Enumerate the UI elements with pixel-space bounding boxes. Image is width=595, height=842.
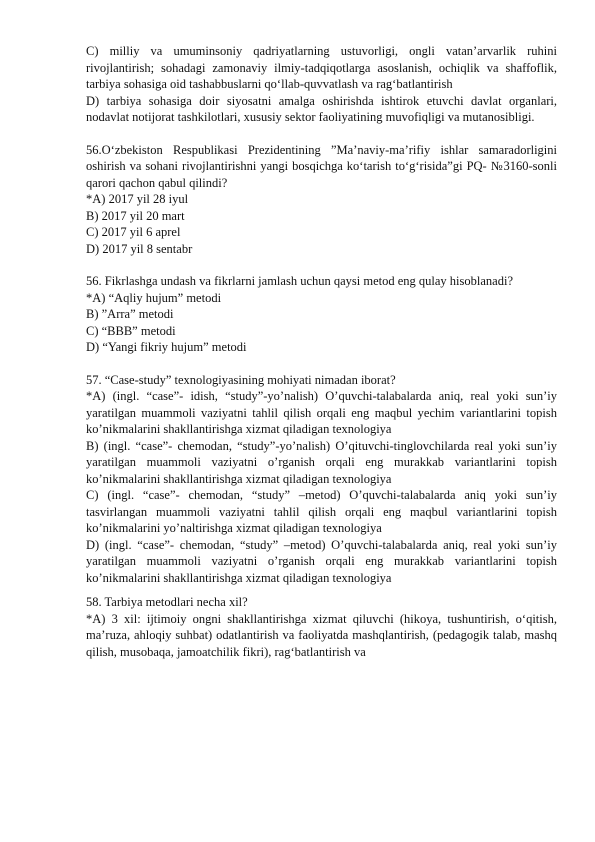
- question-text: 57. “Case-study” texnologiyasining mohiyati nimadan iborat?: [86, 372, 396, 387]
- question-57-case-study: [86, 372, 557, 587]
- option-b: B) ”Arra” metodi: [86, 307, 174, 321]
- option-d: D) 2017 yil 8 sentabr: [86, 241, 193, 256]
- option-b: B) 2017 yil 20 mart: [86, 208, 185, 223]
- option-a: *A) (ingl. “case”- idish, “study”-yo’nalish) O’quvchi-talabalarda aniq, real yoki sun’iy yaratilgan muammoli vaziyatni tahlil qilish orqali eng maqbul yechim variantlarini topish ko’nikmalarini shakllantirishga xizmat qiladigan texnologiya: [86, 389, 557, 436]
- option-c: C) (ingl. “case”- chemodan, “study” –metod) O’quvchi-talabalarda aniq yoki sun’iy tasvirlangan muammoli vaziyatni tahlil qilish orqali eng maqbul variantlarini topish ko’nikmalarini yo’naltirishga xizmat qiladigan texnologiya: [86, 488, 557, 535]
- question-text: 56. Fikrlashga undash va fikrlarni jamlash uchun qaysi metod eng qulay hisoblanadi?: [86, 274, 513, 288]
- question-56-method: [86, 273, 557, 356]
- question-58-upbringing-methods: [86, 594, 557, 660]
- option-a: *A) 2017 yil 28 iyul: [86, 192, 189, 206]
- question-text: 56.O‘zbekiston Respublikasi Prezidentining ”Ma’naviy-ma’rifiy ishlar samaradorligini oshirish va sohani rivojlantirishni yangi bosqichga ko‘tarish to‘g‘risida”gi PQ- №3160-sonli qarori qachon qabul qilindi?: [86, 142, 557, 190]
- option-a: *A) 3 xil: ijtimoiy ongni shakllantirishga xizmat qiluvchi (hikoya, tushuntirish, o‘qitish, ma’ruza, ahloqiy suhbat) odatlantirish va faoliyatda mashqlantirish, (pedagogik talab, mashq qilish, musobaqa, jamoatchilik fikri), rag‘batlantirish va: [86, 611, 557, 659]
- option-a: *A) “Aqliy hujum” metodi: [86, 290, 222, 305]
- option-d: D) (ingl. “case”- chemodan, “study” –metod) O’quvchi-talabalarda aniq, real yoki sun’iy yaratilgan muammoli vaziyatni o’rganish orqali eng murakkab variantlarini topish ko’nikmalarini shakllantirishga xizmat qiladigan texnologiya: [86, 537, 557, 585]
- option-c: C) milliy va umuminsoniy qadriyatlarning ustuvorligi, ongli vatan’arvarlik ruhini rivojlantirish; sohadagi zamonaviy ilmiy-tadqiqotlarga asoslanish, ochiqlik va shaffoflik, tarbiya sohasiga oid tashabbuslarni qo‘llab-quvvatlash va rag‘batlantirish: [86, 44, 557, 91]
- question-text: 58. Tarbiya metodlari necha xil?: [86, 595, 248, 609]
- option-c: C) “BBB” metodi: [86, 323, 176, 338]
- answer-options-previous-question: [86, 43, 557, 126]
- option-c: C) 2017 yil 6 aprel: [86, 225, 181, 239]
- option-b: B) (ingl. “case”- chemodan, “study”-yo’nalish) O’qituvchi-tinglovchilarda real yoki sun’iy yaratilgan muammoli vaziyatni o’rganish orqali eng murakkab variantlarini topish ko’nikmalarini shakllantirishga xizmat qiladigan texnologiya: [86, 438, 557, 486]
- option-d: D) “Yangi fikriy hujum” metodi: [86, 340, 247, 354]
- option-d: D) tarbiya sohasiga doir siyosatni amalga oshirishda ishtirok etuvchi davlat organlari, nodavlat notijorat tashkilotlari, xususiy sektor faoliyatining muvofiqligi va mutanosibligi.: [86, 93, 557, 124]
- question-56-decree: [86, 142, 557, 258]
